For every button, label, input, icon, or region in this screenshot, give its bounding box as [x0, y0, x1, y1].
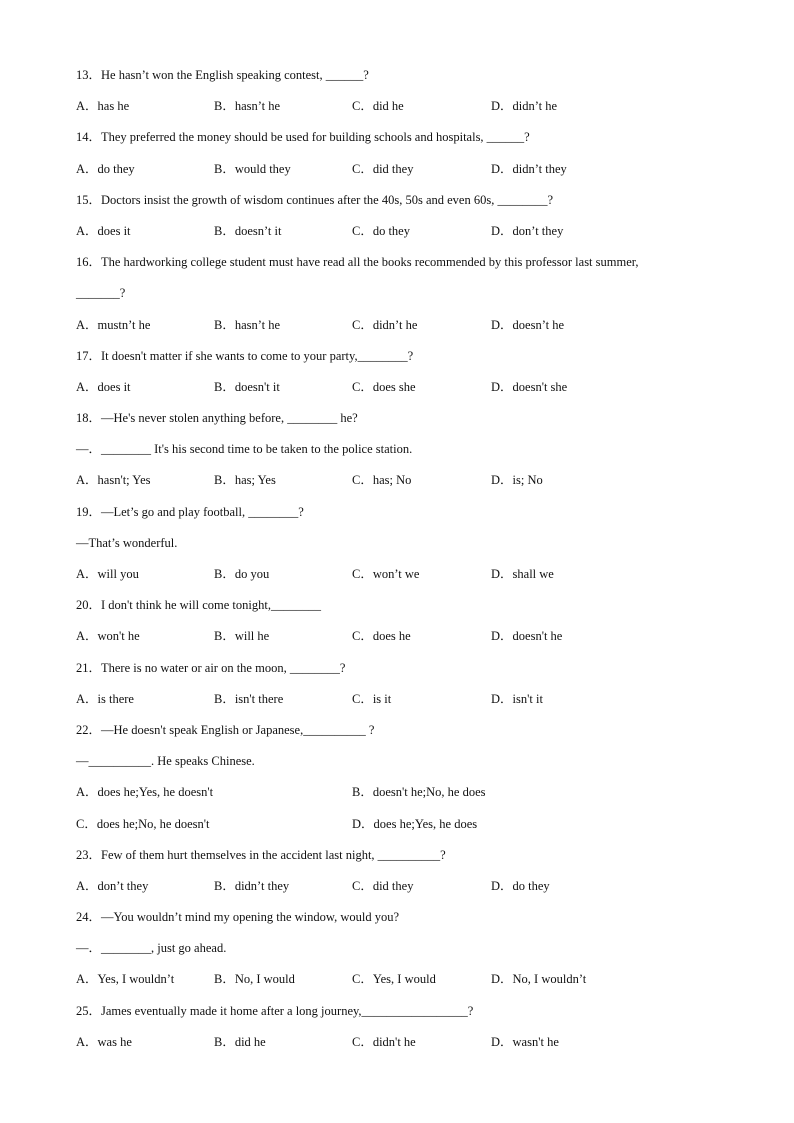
options-row — [0, 684, 794, 715]
answer-option-c[interactable]: C．won’t we — [352, 567, 420, 581]
answer-option-d[interactable]: D．doesn’t he — [491, 317, 565, 332]
answer-option-b[interactable]: B．No, I would — [214, 972, 295, 987]
answer-option-a[interactable]: A．Yes, I wouldn’t — [76, 972, 175, 987]
answer-option-c[interactable]: C．does he — [352, 629, 411, 644]
options-row — [0, 465, 794, 496]
answer-option-c[interactable]: C．did they — [352, 878, 414, 893]
answer-option-b[interactable]: B．hasn’t he — [214, 99, 281, 114]
answer-option-d[interactable]: D．No, I wouldn’t — [491, 972, 587, 987]
answer-option-d[interactable]: D．does he;Yes, he does — [352, 816, 478, 831]
question-continuation: —That’s wonderful. — [76, 535, 178, 550]
answer-option-d[interactable]: D．didn’t he — [491, 99, 558, 114]
question-stem: 14．They preferred the money should be used for building schools and hospitals, ______? — [76, 130, 530, 145]
answer-option-a[interactable]: A．does it — [76, 379, 131, 394]
answer-option-b[interactable]: B．didn’t they — [214, 878, 290, 893]
question-stem: 21．There is no water or air on the moon, ________? — [76, 660, 346, 675]
options-row — [0, 372, 794, 403]
options-row — [0, 154, 794, 185]
answer-option-d[interactable]: D．isn't it — [491, 691, 543, 706]
answer-option-a[interactable]: A．mustn’t he — [76, 317, 151, 332]
options-row — [0, 964, 794, 995]
question-stem: 25．James eventually made it home after a long journey,_________________? — [76, 1003, 474, 1018]
answer-option-d[interactable]: D．shall we — [491, 567, 554, 581]
question-stem: 16．The hardworking college student must have read all the books recommended by this professor last summer, — [76, 255, 639, 270]
question-stem: 20．I don't think he will come tonight,________ — [76, 598, 321, 613]
answer-option-d[interactable]: D．doesn't he — [491, 629, 563, 644]
options-row — [0, 809, 794, 840]
options-row — [0, 310, 794, 341]
answer-option-a[interactable]: A．does he;Yes, he doesn't — [76, 785, 214, 800]
answer-option-b[interactable]: B．will he — [214, 629, 270, 644]
answer-option-b[interactable]: B．would they — [214, 161, 291, 176]
question-stem: 18．—He's never stolen anything before, ________ he? — [76, 411, 358, 426]
answer-option-a[interactable]: A．has he — [76, 99, 130, 114]
answer-option-a[interactable]: A．don’t they — [76, 878, 149, 893]
answer-option-c[interactable]: C．is it — [352, 691, 392, 706]
answer-option-b[interactable]: B．do you — [214, 567, 270, 581]
answer-option-b[interactable]: B．doesn't it — [214, 379, 280, 394]
options-row — [0, 621, 794, 652]
answer-option-c[interactable]: C．does he;No, he doesn't — [76, 816, 210, 831]
question-stem: 23．Few of them hurt themselves in the accident last night, __________? — [76, 847, 446, 862]
question-continuation: —．________, just go ahead. — [76, 941, 227, 956]
question-stem: 24．—You wouldn’t mind my opening the window, would you? — [76, 910, 400, 925]
answer-option-c[interactable]: C．do they — [352, 223, 410, 238]
answer-option-b[interactable]: B．doesn’t it — [214, 223, 282, 238]
answer-option-c[interactable]: C．does she — [352, 379, 416, 394]
answer-option-d[interactable]: D．do they — [491, 878, 550, 893]
answer-option-a[interactable]: A．is there — [76, 691, 134, 706]
answer-option-b[interactable]: B．hasn’t he — [214, 317, 281, 332]
options-row — [0, 1027, 794, 1058]
answer-option-d[interactable]: D．didn’t they — [491, 161, 567, 176]
answer-option-b[interactable]: B．doesn't he;No, he does — [352, 785, 486, 800]
question-stem: 15．Doctors insist the growth of wisdom continues after the 40s, 50s and even 60s, ________? — [76, 192, 554, 207]
answer-option-a[interactable]: A．won't he — [76, 629, 140, 644]
answer-option-c[interactable]: C．has; No — [352, 473, 412, 488]
answer-option-a[interactable]: A．will you — [76, 567, 139, 581]
question-stem: 22．—He doesn't speak English or Japanese,__________ ? — [76, 722, 375, 737]
answer-option-d[interactable]: D．is; No — [491, 473, 543, 488]
question-stem: 17．It doesn't matter if she wants to come to your party,________? — [76, 348, 414, 363]
answer-option-b[interactable]: B．isn't there — [214, 691, 284, 706]
question-continuation: —__________. He speaks Chinese. — [76, 754, 255, 769]
question-continuation: —．________ It's his second time to be taken to the police station. — [76, 442, 413, 457]
worksheet-page — [0, 60, 794, 1058]
answer-option-c[interactable]: C．didn't he — [352, 1034, 416, 1049]
answer-option-a[interactable]: A．do they — [76, 161, 135, 176]
options-row — [0, 91, 794, 122]
answer-option-c[interactable]: C．didn’t he — [352, 317, 418, 332]
answer-option-b[interactable]: B．did he — [214, 1034, 266, 1049]
answer-option-d[interactable]: D．doesn't she — [491, 379, 568, 394]
answer-option-a[interactable]: A．was he — [76, 1034, 132, 1049]
question-stem: 19．—Let’s go and play football, ________? — [76, 504, 304, 519]
answer-option-a[interactable]: A．hasn't; Yes — [76, 473, 151, 488]
options-row — [0, 777, 794, 808]
answer-option-c[interactable]: C．Yes, I would — [352, 972, 436, 987]
answer-option-a[interactable]: A．does it — [76, 223, 131, 238]
question-stem: 13．He hasn’t won the English speaking contest, ______? — [76, 68, 369, 82]
answer-option-d[interactable]: D．don’t they — [491, 223, 564, 238]
options-row — [0, 871, 794, 902]
answer-option-c[interactable]: C．did they — [352, 161, 414, 176]
answer-option-c[interactable]: C．did he — [352, 99, 404, 114]
options-row — [0, 216, 794, 247]
question-continuation: _______? — [76, 286, 126, 301]
answer-option-d[interactable]: D．wasn't he — [491, 1034, 559, 1049]
answer-option-b[interactable]: B．has; Yes — [214, 473, 276, 488]
options-row — [0, 559, 794, 590]
